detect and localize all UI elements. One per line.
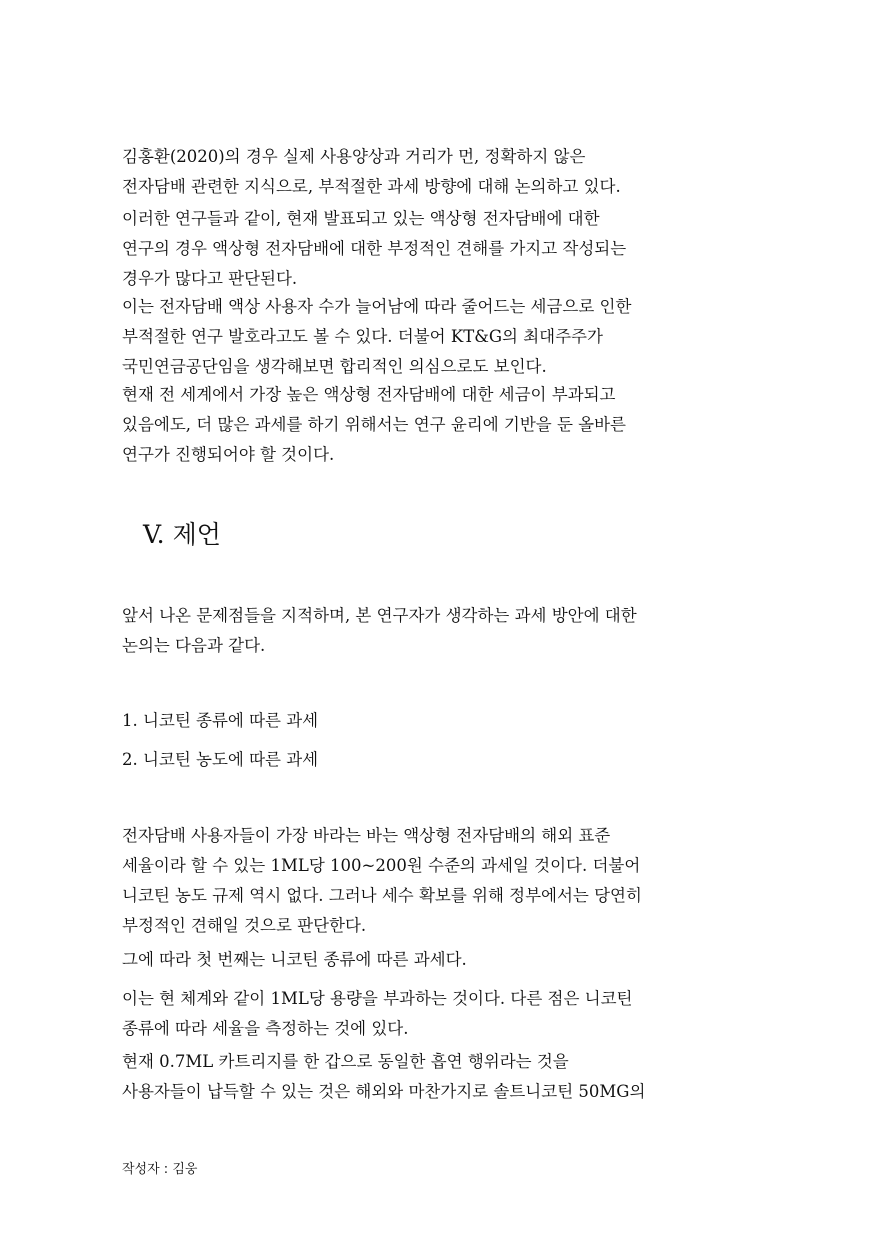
text-line: 있음에도, 더 많은 과세를 하기 위해서는 연구 윤리에 기반을 둔 올바른 <box>122 415 626 434</box>
text-line: 국민연금공단임을 생각해보면 합리적인 의심으로도 보인다. <box>122 357 547 376</box>
list-item: 1. 니코틴 종류에 따른 과세 <box>122 711 319 730</box>
text-line: 부적절한 연구 발호라고도 볼 수 있다. 더불어 KT&G의 최대주주가 <box>122 327 603 346</box>
text-line: 부정적인 견해일 것으로 판단한다. <box>122 916 367 935</box>
section-heading: V. 제언 <box>143 520 221 549</box>
text-line: 김홍환(2020)의 경우 실제 사용양상과 거리가 먼, 정확하지 않은 <box>122 147 586 166</box>
paragraph-tax-revenue <box>122 292 744 382</box>
paragraph-first-nicotine-type <box>122 945 744 975</box>
text-line: 니코틴 농도 규제 역시 없다. 그러나 세수 확보를 위해 정부에서는 당연히 <box>122 886 642 905</box>
text-line: 이러한 연구들과 같이, 현재 발표되고 있는 액상형 전자담배에 대한 <box>122 209 600 228</box>
author-footer: 작성자 : 김웅 <box>122 1162 198 1177</box>
paragraph-kim-2020 <box>122 142 744 202</box>
text-line: 경우가 많다고 판단된다. <box>122 269 298 288</box>
text-line: 사용자들이 납득할 수 있는 것은 해외와 마찬가지로 솔트니코틴 50MG의 <box>122 1082 646 1101</box>
text-line: 현재 전 세계에서 가장 높은 액상형 전자담배에 대한 세금이 부과되고 <box>122 385 616 404</box>
list-item: 2. 니코틴 농도에 따른 과세 <box>122 750 319 769</box>
text-line: 전자담배 사용자들이 가장 바라는 바는 액상형 전자담배의 해외 표준 <box>122 826 611 845</box>
text-line: 앞서 나온 문제점들을 지적하며, 본 연구자가 생각하는 과세 방안에 대한 <box>122 606 637 625</box>
paragraph-cartridge <box>122 1047 744 1107</box>
text-line: 논의는 다음과 같다. <box>122 636 266 655</box>
text-line: 종류에 따라 세율을 측정하는 것에 있다. <box>122 1019 409 1038</box>
text-line: 이는 전자담배 액상 사용자 수가 늘어남에 따라 줄어드는 세금으로 인한 <box>122 297 632 316</box>
paragraph-research-ethics <box>122 380 744 470</box>
text-line: 세율이라 할 수 있는 1ML당 100~200원 수준의 과세일 것이다. 더불어 <box>122 856 641 875</box>
text-line: 현재 0.7ML 카트리지를 한 갑으로 동일한 흡연 행위라는 것을 <box>122 1052 569 1071</box>
text-line: 연구의 경우 액상형 전자담배에 대한 부정적인 견해를 가지고 작성되는 <box>122 239 627 258</box>
text-line: 이는 현 체계와 같이 1ML당 용량을 부과하는 것이다. 다른 점은 니코틴 <box>122 989 633 1008</box>
text-line: 연구가 진행되어야 할 것이다. <box>122 445 335 464</box>
paragraph-intro <box>122 601 744 661</box>
text-line: 그에 따라 첫 번째는 니코틴 종류에 따른 과세다. <box>122 950 467 969</box>
text-line: 전자담배 관련한 지식으로, 부적절한 과세 방향에 대해 논의하고 있다. <box>122 177 621 196</box>
paragraph-current-system <box>122 984 744 1044</box>
paragraph-user-expectation <box>122 821 744 941</box>
paragraph-negative-research <box>122 204 744 294</box>
